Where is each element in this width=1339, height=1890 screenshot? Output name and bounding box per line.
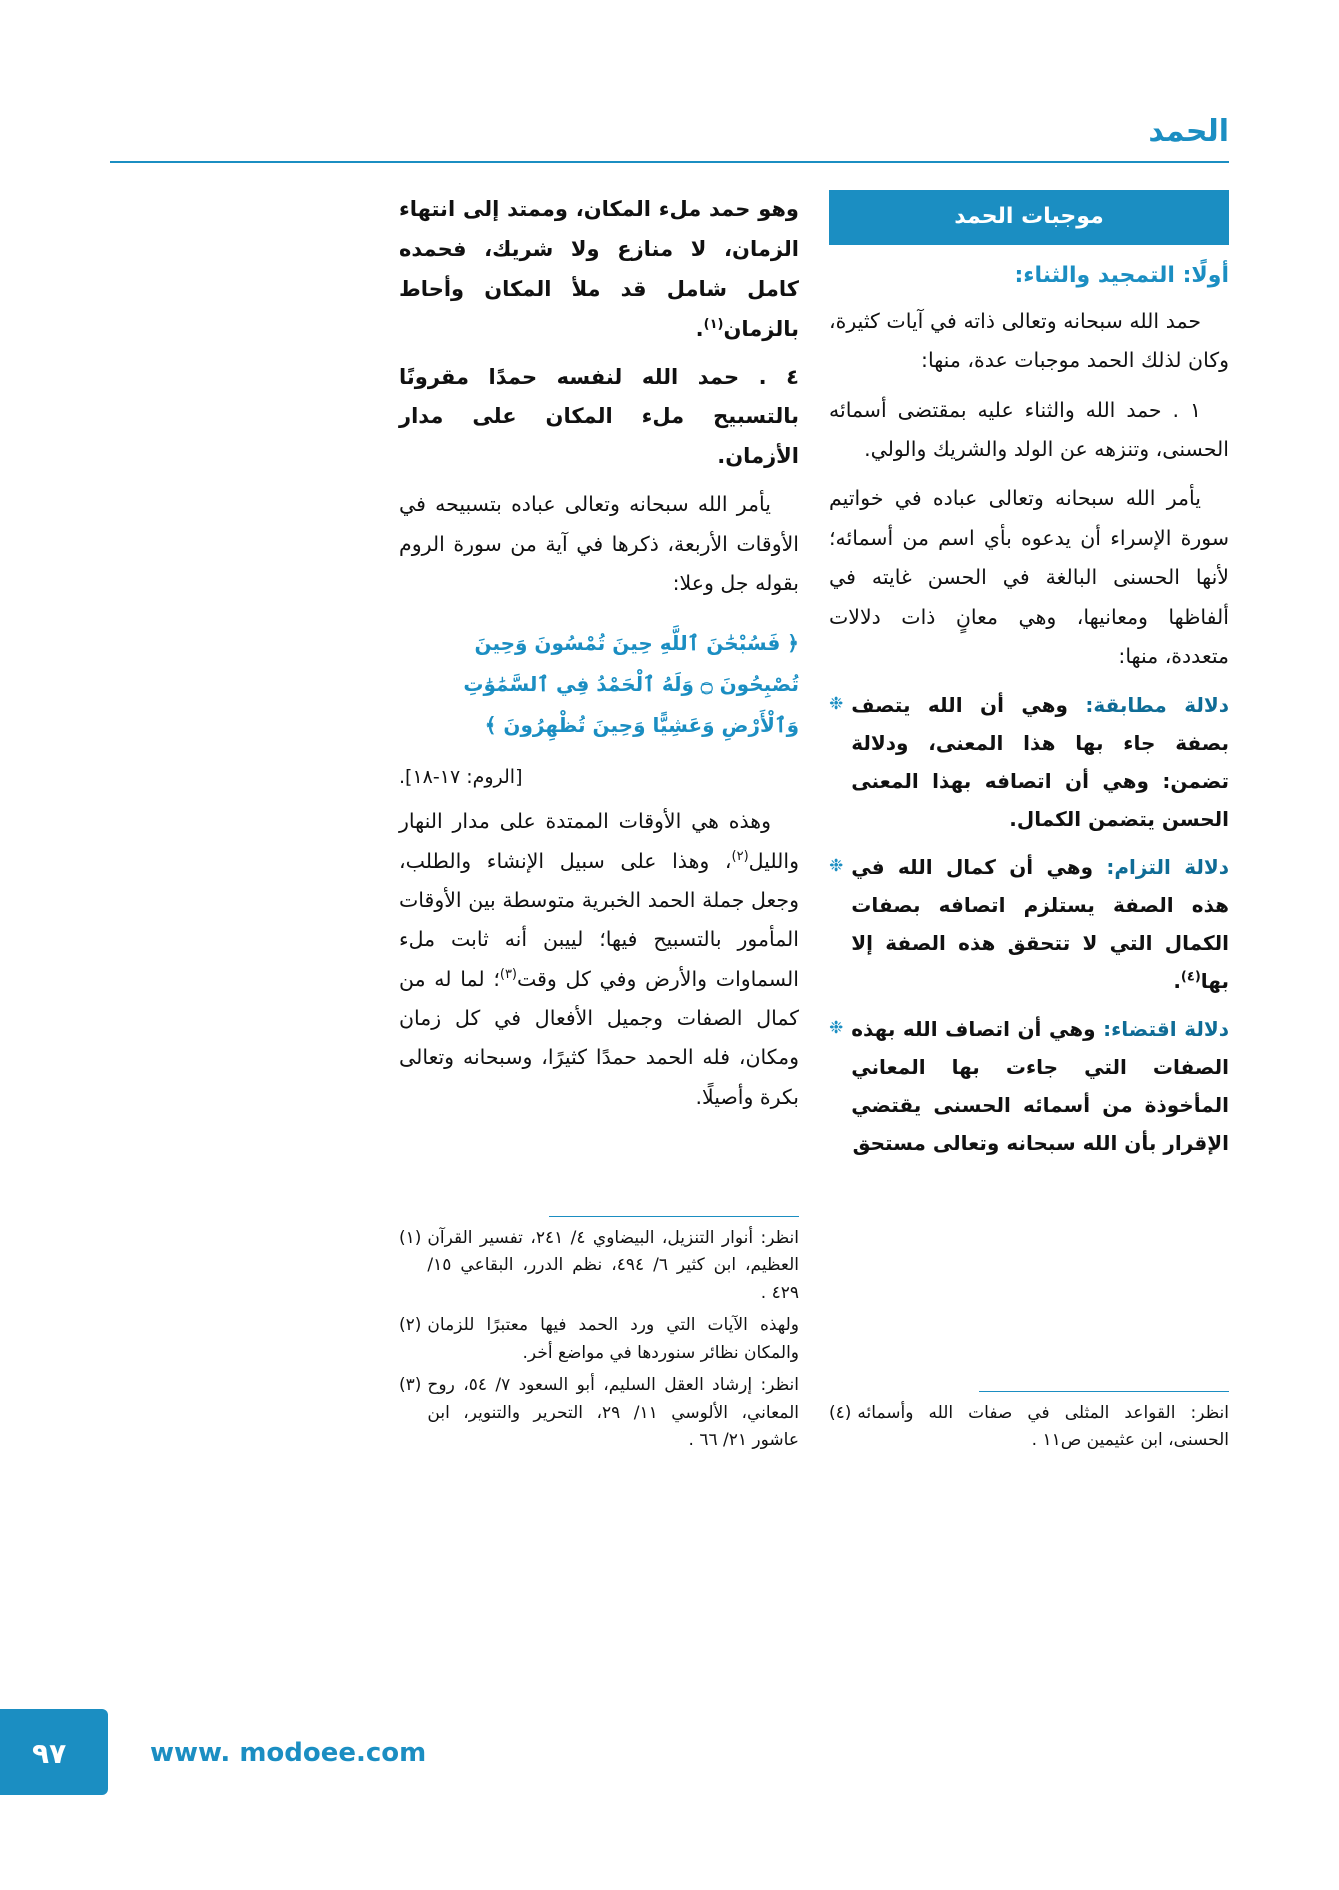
verse-reference: [الروم: ١٧-١٨].: [399, 766, 523, 789]
flower-bullet-icon: ❉: [829, 694, 844, 715]
column-left: [399, 190, 799, 1127]
footnote-divider: [979, 1391, 1229, 1392]
section-banner: موجبات الحمد: [829, 190, 1229, 245]
quran-verse: ﴿ فَسُبْحَٰنَ ٱللَّهِ حِينَ تُمْسُونَ وَحِينَ تُصْبِحُونَ ۝ وَلَهُ ٱلْحَمْدُ فِي ٱلسَّمَٰوَٰتِ وَٱلْأَرْضِ وَعَشِيًّا وَحِينَ تُظْهِرُونَ ﴾: [463, 631, 799, 738]
list-item-lead: دلالة مطابقة:: [1085, 693, 1229, 718]
footnote-marker: (١): [703, 316, 724, 332]
list-item-text: [851, 686, 1229, 838]
list-item-lead: دلالة التزام:: [1106, 855, 1229, 880]
paragraph-5: [399, 802, 799, 1117]
list-item-tail: .: [1173, 969, 1181, 994]
paragraph-5-part-c: ؛ لما له من كمال الصفات وجميل الأفعال في كل زمان ومكان، فله الحمد حمدًا كثيرًا، وسبحانه وتعالى بكرة وأصيلًا.: [399, 966, 799, 1109]
flower-bullet-icon: ❉: [829, 856, 844, 877]
footnote-entry: [829, 1400, 1229, 1455]
paragraph-continued: [399, 190, 799, 350]
list-item: [829, 1010, 1229, 1162]
website-url[interactable]: www. modoee.com: [150, 1738, 427, 1768]
subsection-heading: ٤ . حمد الله لنفسه حمدًا مقرونًا بالتسبيح ملء المكان على مدار الأزمان.: [399, 364, 799, 469]
footnote-number: (١): [399, 1227, 422, 1248]
footnote-marker: (٢): [731, 848, 749, 864]
paragraph-2: ١ . حمد الله والثناء عليه بمقتضى أسمائه الحسنى، وتنزهه عن الولد والشريك والولي.: [829, 397, 1229, 462]
flower-bullet-icon: ❉: [829, 1018, 844, 1039]
footnote-marker: (٣): [499, 966, 517, 982]
footnote-text: انظر: إرشاد العقل السليم، أبو السعود ٧/ ٥٤، روح المعاني، الألوسي ١١/ ٢٩، التحرير والتنوير، ابن عاشور ٢١/ ٦٦ .: [427, 1375, 800, 1451]
paragraph-continued-tail: .: [695, 316, 704, 341]
list-item-lead: دلالة اقتضاء:: [1103, 1017, 1229, 1042]
list-item-body: وهي أن كمال الله في هذه الصفة يستلزم اتصافه بصفات الكمال التي لا تتحقق هذه الصفة إلا بها: [851, 855, 1229, 994]
paragraph-5-part-a: وهذه هي الأوقات الممتدة على مدار النهار والليل: [399, 809, 799, 873]
list-item-text: [851, 1010, 1229, 1162]
footnote-number: (٢): [399, 1315, 422, 1336]
list-item-body: وهي أن الله يتصف بصفة جاء بها هذا المعنى، ودلالة تضمن: وهي أن اتصافه بهذا المعنى الحسن يتضمن الكمال.: [851, 693, 1229, 832]
header-title: الحمد: [1148, 114, 1229, 149]
footnote-entry: [399, 1225, 799, 1308]
footnote-number: (٤): [829, 1402, 852, 1423]
paragraph-4: يأمر الله سبحانه وتعالى عباده بتسبيحه في الأوقات الأربعة، ذكرها في آية من سورة الروم بقوله جل وعلا:: [399, 492, 799, 595]
list-item: [829, 686, 1229, 838]
footnote-entry: [399, 1372, 799, 1455]
section-subheading: أولًا: التمجيد والثناء:: [1014, 263, 1229, 288]
paragraph-1: حمد الله سبحانه وتعالى ذاته في آيات كثيرة، وكان لذلك الحمد موجبات عدة، منها:: [829, 309, 1229, 373]
footnote-marker: (٤): [1180, 969, 1201, 985]
footnotes-right: [829, 1391, 1229, 1460]
page-number: ٩٧: [32, 1737, 67, 1770]
footnote-text: ولهذه الآيات التي ورد الحمد فيها معتبرًا للزمان والمكان نظائر سنوردها في مواضع أخر.: [427, 1315, 799, 1363]
list-item-body: وهي أن اتصاف الله بهذه الصفات التي جاءت بها المعاني المأخوذة من أسمائه الحسنى يقتضي الإقرار بأن الله سبحانه وتعالى مستحق: [851, 1017, 1229, 1156]
list-item: [829, 848, 1229, 1000]
footnote-text: انظر: أنوار التنزيل، البيضاوي ٤/ ٢٤١، تفسير القرآن العظيم، ابن كثير ٦/ ٤٩٤، نظم الدرر، البقاعي ١٥/ ٤٢٩ .: [427, 1227, 800, 1303]
footnote-number: (٣): [399, 1375, 422, 1396]
paragraph-3: يأمر الله سبحانه وتعالى عباده في خواتيم سورة الإسراء أن يدعوه بأي اسم من أسمائه؛ لأنها الحسنى البالغة في الحسن غايته في ألفاظها ومعانيها، وهي معانٍ ذات دلالات متعددة، منها:: [829, 486, 1229, 668]
header-divider: [110, 161, 1229, 163]
page-header: [110, 114, 1229, 166]
footnote-text: انظر: القواعد المثلى في صفات الله وأسمائه الحسنى، ابن عثيمين ص١١ .: [857, 1402, 1229, 1451]
footnote-divider: [549, 1216, 799, 1217]
paragraph-continued-text: وهو حمد ملء المكان، وممتد إلى انتهاء الزمان، لا منازع ولا شريك، فحمده كامل شامل قد ملأ المكان وأحاط بالزمان: [399, 197, 799, 341]
list-item-text: [851, 848, 1229, 1000]
column-right: [829, 190, 1229, 1172]
footnote-entry: [399, 1312, 799, 1367]
footnotes-left: [399, 1216, 799, 1460]
paragraph-5-part-b: ، وهذا على سبيل الإنشاء والطلب، وجعل جملة الحمد الخبرية متوسطة بين الأوقات المأمور بالتسبيح فيها؛ لييبن أنه ثابت ملء السماوات والأرض وفي كل وقت: [399, 848, 799, 991]
